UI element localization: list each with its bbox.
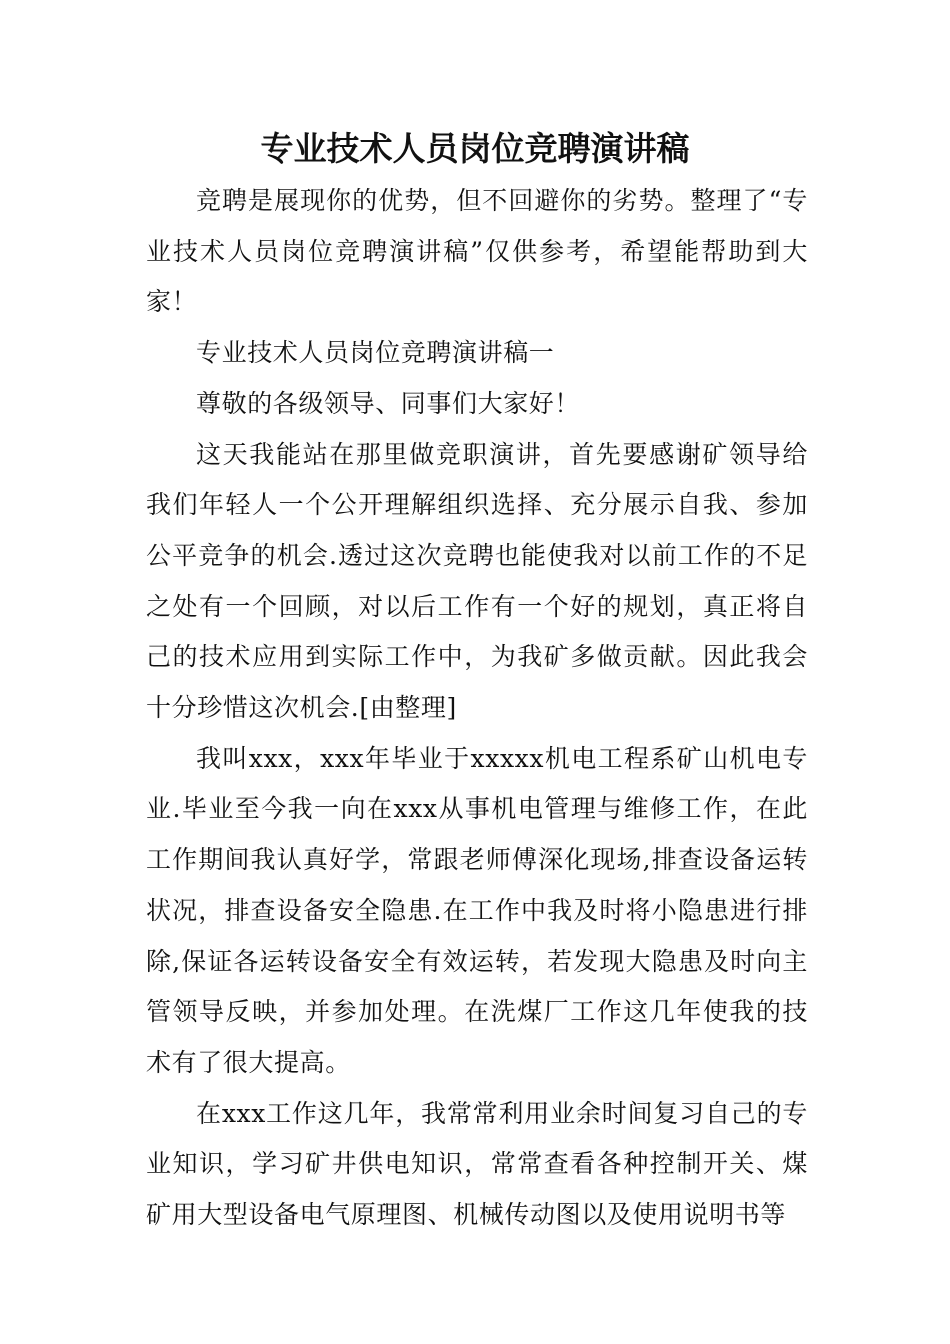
paragraph-opening: 这天我能站在那里做竞职演讲，首先要感谢矿领导给我们年轻人一个公开理解组织选择、充分展示自我、参加公平竞争的机会.透过这次竞聘也能使我对以前工作的不足之处有一个回顾，对以后工作有一个好的规划，真正将自己的技术应用到实际工作中，为我矿多做贡献。因此我会十分珍惜这次机会.[由整理] (146, 439, 808, 723)
paragraph-background: 我叫xxx，xxx年毕业于xxxxx机电工程系矿山机电专业.毕业至今我一向在xxx从事机电管理与维修工作，在此工作期间我认真好学，常跟老师傅深化现场,排查设备运转状况，排查设备安全隐患.在工作中我及时将小隐患进行排除,保证各运转设备安全有效运转，若发现大隐患及时向主管领导反映，并参加处理。在洗煤厂工作这几年使我的技术有了很大提高。 (146, 743, 808, 1077)
paragraph-section-heading: 专业技术人员岗位竞聘演讲稿一 (196, 338, 555, 368)
paragraph-study: 在xxx工作这几年，我常常利用业余时间复习自己的专业知识，学习矿井供电知识，常常查看各种控制开关、煤矿用大型设备电气原理图、机械传动图以及使用说明书等 (146, 1098, 808, 1230)
paragraph-salutation: 尊敬的各级领导、同事们大家好！ (196, 388, 581, 418)
document-title: 专业技术人员岗位竞聘演讲稿 (260, 129, 690, 168)
document-body (146, 176, 808, 1241)
paragraph-intro: 竞聘是展现你的优势，但不回避你的劣势。整理了“专业技术人员岗位竞聘演讲稿”仅供参考，希望能帮助到大家！ (146, 186, 808, 317)
